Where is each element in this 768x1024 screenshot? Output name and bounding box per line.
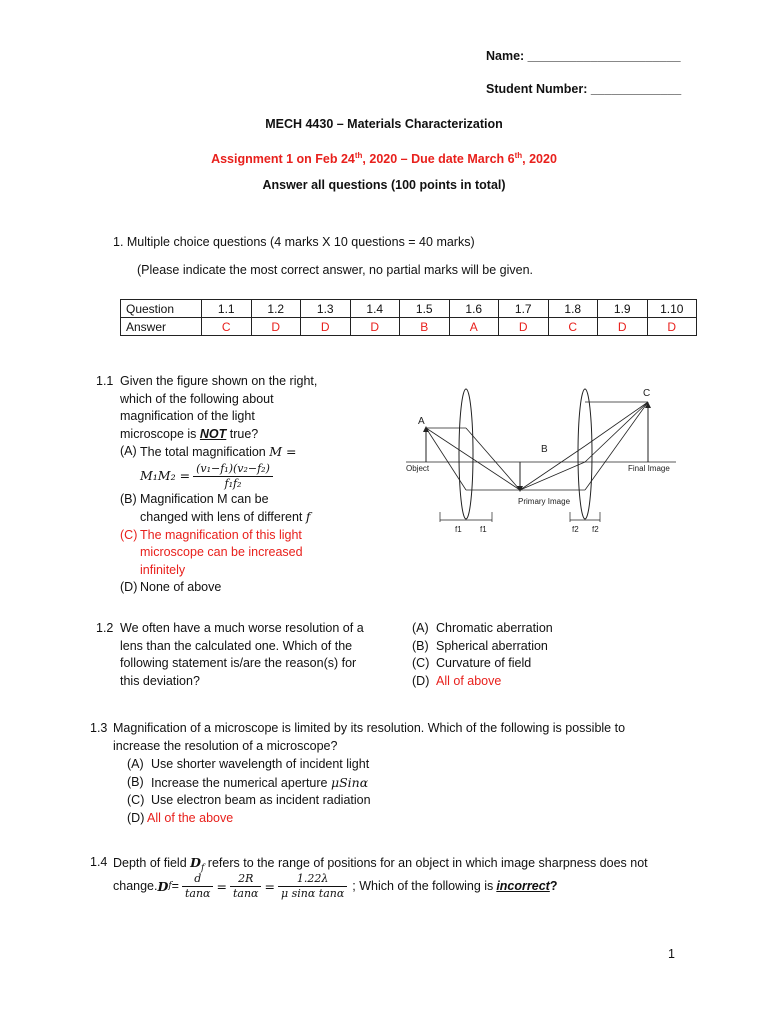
table-cell: D bbox=[251, 318, 301, 336]
label-f2: f2 bbox=[572, 525, 579, 534]
label-primary-image: Primary Image bbox=[518, 497, 571, 506]
course-title: MECH 4430 – Materials Characterization bbox=[265, 117, 503, 131]
q12-stem-line: following statement is/are the reason(s) for bbox=[120, 656, 357, 670]
microscope-ray-diagram bbox=[398, 384, 680, 536]
section1-title: 1. Multiple choice questions (4 marks X 10 questions = 40 marks) bbox=[113, 235, 475, 249]
instructions: Answer all questions (100 points in total) bbox=[262, 178, 506, 192]
q14-stem-line1: Depth of field $D_f$ refers to the range of positions for an object in which image sharpness does not bbox=[113, 855, 648, 874]
label-c: C bbox=[643, 388, 651, 399]
eyepiece-lens bbox=[578, 389, 592, 519]
table-cell: 1.1 bbox=[202, 300, 252, 318]
ray bbox=[520, 446, 585, 490]
table-cell: 1.7 bbox=[499, 300, 549, 318]
table-cell: D bbox=[598, 318, 648, 336]
ray bbox=[520, 462, 585, 490]
q13-option-b: (B) Increase the numerical aperture μSinα bbox=[127, 774, 369, 790]
q13-option-a: (A) Use shorter wavelength of incident light bbox=[127, 757, 370, 771]
q14-fraction-3: $\frac{1.22\lambda}{\text{μ sinα tanα}}$ bbox=[278, 872, 347, 901]
student-number-field-label: Student Number: _____________ bbox=[486, 82, 682, 96]
table-cell: C bbox=[202, 318, 252, 336]
q12-option-a: (A) Chromatic aberration bbox=[412, 621, 553, 635]
page-number: 1 bbox=[668, 947, 675, 961]
q11-option-a: (A) The total magnification M = bbox=[120, 444, 297, 459]
q14-stem-line2: change. D f = $\frac{d}{\tan\alpha}$ = $\frac{2R}{\tan\alpha}$ = $\frac{1.22\lambda}{\text{μ sinα tanα}}$ ; Which of the following is incorrect ? bbox=[113, 872, 558, 900]
ray bbox=[426, 428, 466, 490]
label-f2: f2 bbox=[592, 525, 599, 534]
name-field-label: Name: ______________________ bbox=[486, 49, 681, 63]
q11-stem-line: magnification of the light bbox=[120, 409, 255, 423]
q12-stem-line: lens than the calculated one. Which of the bbox=[120, 638, 353, 653]
label-a: A bbox=[418, 416, 425, 427]
q14-fraction-1: $\frac{d}{\tan\alpha}$ bbox=[182, 872, 214, 901]
q11-number: 1.1 bbox=[96, 374, 114, 388]
q13-number: 1.3 bbox=[90, 721, 108, 735]
q13-option-c: (C) Use electron beam as incident radiation bbox=[127, 793, 371, 807]
table-cell: A bbox=[449, 318, 499, 336]
table-cell: 1.9 bbox=[598, 300, 648, 318]
table-row-questions bbox=[121, 300, 697, 318]
question-header: Question bbox=[121, 300, 202, 318]
table-cell: 1.4 bbox=[350, 300, 400, 318]
table-row-answers bbox=[121, 318, 697, 336]
table-cell: 1.2 bbox=[251, 300, 301, 318]
q12-stem-line: this deviation? bbox=[120, 673, 200, 688]
ray bbox=[585, 402, 648, 490]
q14-fraction-2: $\frac{2R}{\tan\alpha}$ bbox=[230, 872, 262, 901]
table-cell: 1.8 bbox=[548, 300, 598, 318]
answer-table bbox=[120, 299, 697, 336]
table-cell: B bbox=[400, 318, 450, 336]
q12-option-d: (D) All of above bbox=[412, 673, 502, 688]
table-cell: D bbox=[647, 318, 697, 336]
q14-number: 1.4 bbox=[90, 855, 108, 869]
table-cell: 1.5 bbox=[400, 300, 450, 318]
q11-stem-line: microscope is NOT true? bbox=[120, 426, 259, 441]
q12-number: 1.2 bbox=[96, 621, 114, 635]
label-f1: f1 bbox=[455, 525, 462, 534]
assignment-title: Assignment 1 on Feb 24th, 2020 – Due date March 6th, 2020 bbox=[211, 151, 557, 167]
label-f1: f1 bbox=[480, 525, 487, 534]
q12-stem-line: We often have a much worse resolution of a bbox=[120, 621, 364, 635]
ray bbox=[466, 428, 520, 490]
table-cell: 1.10 bbox=[647, 300, 697, 318]
table-cell: D bbox=[499, 318, 549, 336]
q11-stem-line: Given the figure shown on the right, bbox=[120, 374, 318, 388]
q11-block bbox=[120, 373, 360, 597]
q12-option-b: (B) Spherical aberration bbox=[412, 638, 548, 653]
q13-options bbox=[127, 756, 527, 827]
label-b: B bbox=[541, 444, 548, 455]
table-cell: D bbox=[301, 318, 351, 336]
label-object: Object bbox=[406, 464, 430, 473]
q13-option-d: (D) All of the above bbox=[127, 810, 234, 825]
label-final-image: Final Image bbox=[628, 464, 670, 473]
q12-option-c: (C) Curvature of field bbox=[412, 656, 532, 670]
ray bbox=[585, 402, 648, 462]
table-cell: D bbox=[350, 318, 400, 336]
table-cell: C bbox=[548, 318, 598, 336]
q13-stem-line: increase the resolution of a microscope? bbox=[113, 738, 338, 753]
section1-note: (Please indicate the most correct answer, no partial marks will be given. bbox=[137, 263, 534, 277]
q13-stem-line: Magnification of a microscope is limited by its resolution. Which of the following is possible to bbox=[113, 721, 626, 735]
table-cell: 1.6 bbox=[449, 300, 499, 318]
q12-options bbox=[412, 620, 652, 690]
q11-option-c: (C) The magnification of this light microscope can be increased infinitely bbox=[120, 527, 303, 577]
q11-option-b: (B) Magnification M can be changed with lens of different f bbox=[120, 491, 311, 524]
q11-option-a-formula: M₁M₂ = $\frac{\text{(v₁−f₁)(v₂−f₂)}}{\text{f₁f₂}}$ bbox=[120, 462, 360, 491]
q11-option-d: (D) None of above bbox=[120, 580, 222, 594]
table-cell: 1.3 bbox=[301, 300, 351, 318]
q12-stem bbox=[120, 620, 390, 690]
q13-stem bbox=[113, 720, 673, 755]
ray bbox=[585, 402, 648, 446]
q11-stem-line: which of the following about bbox=[120, 391, 274, 406]
answer-header: Answer bbox=[121, 318, 202, 336]
